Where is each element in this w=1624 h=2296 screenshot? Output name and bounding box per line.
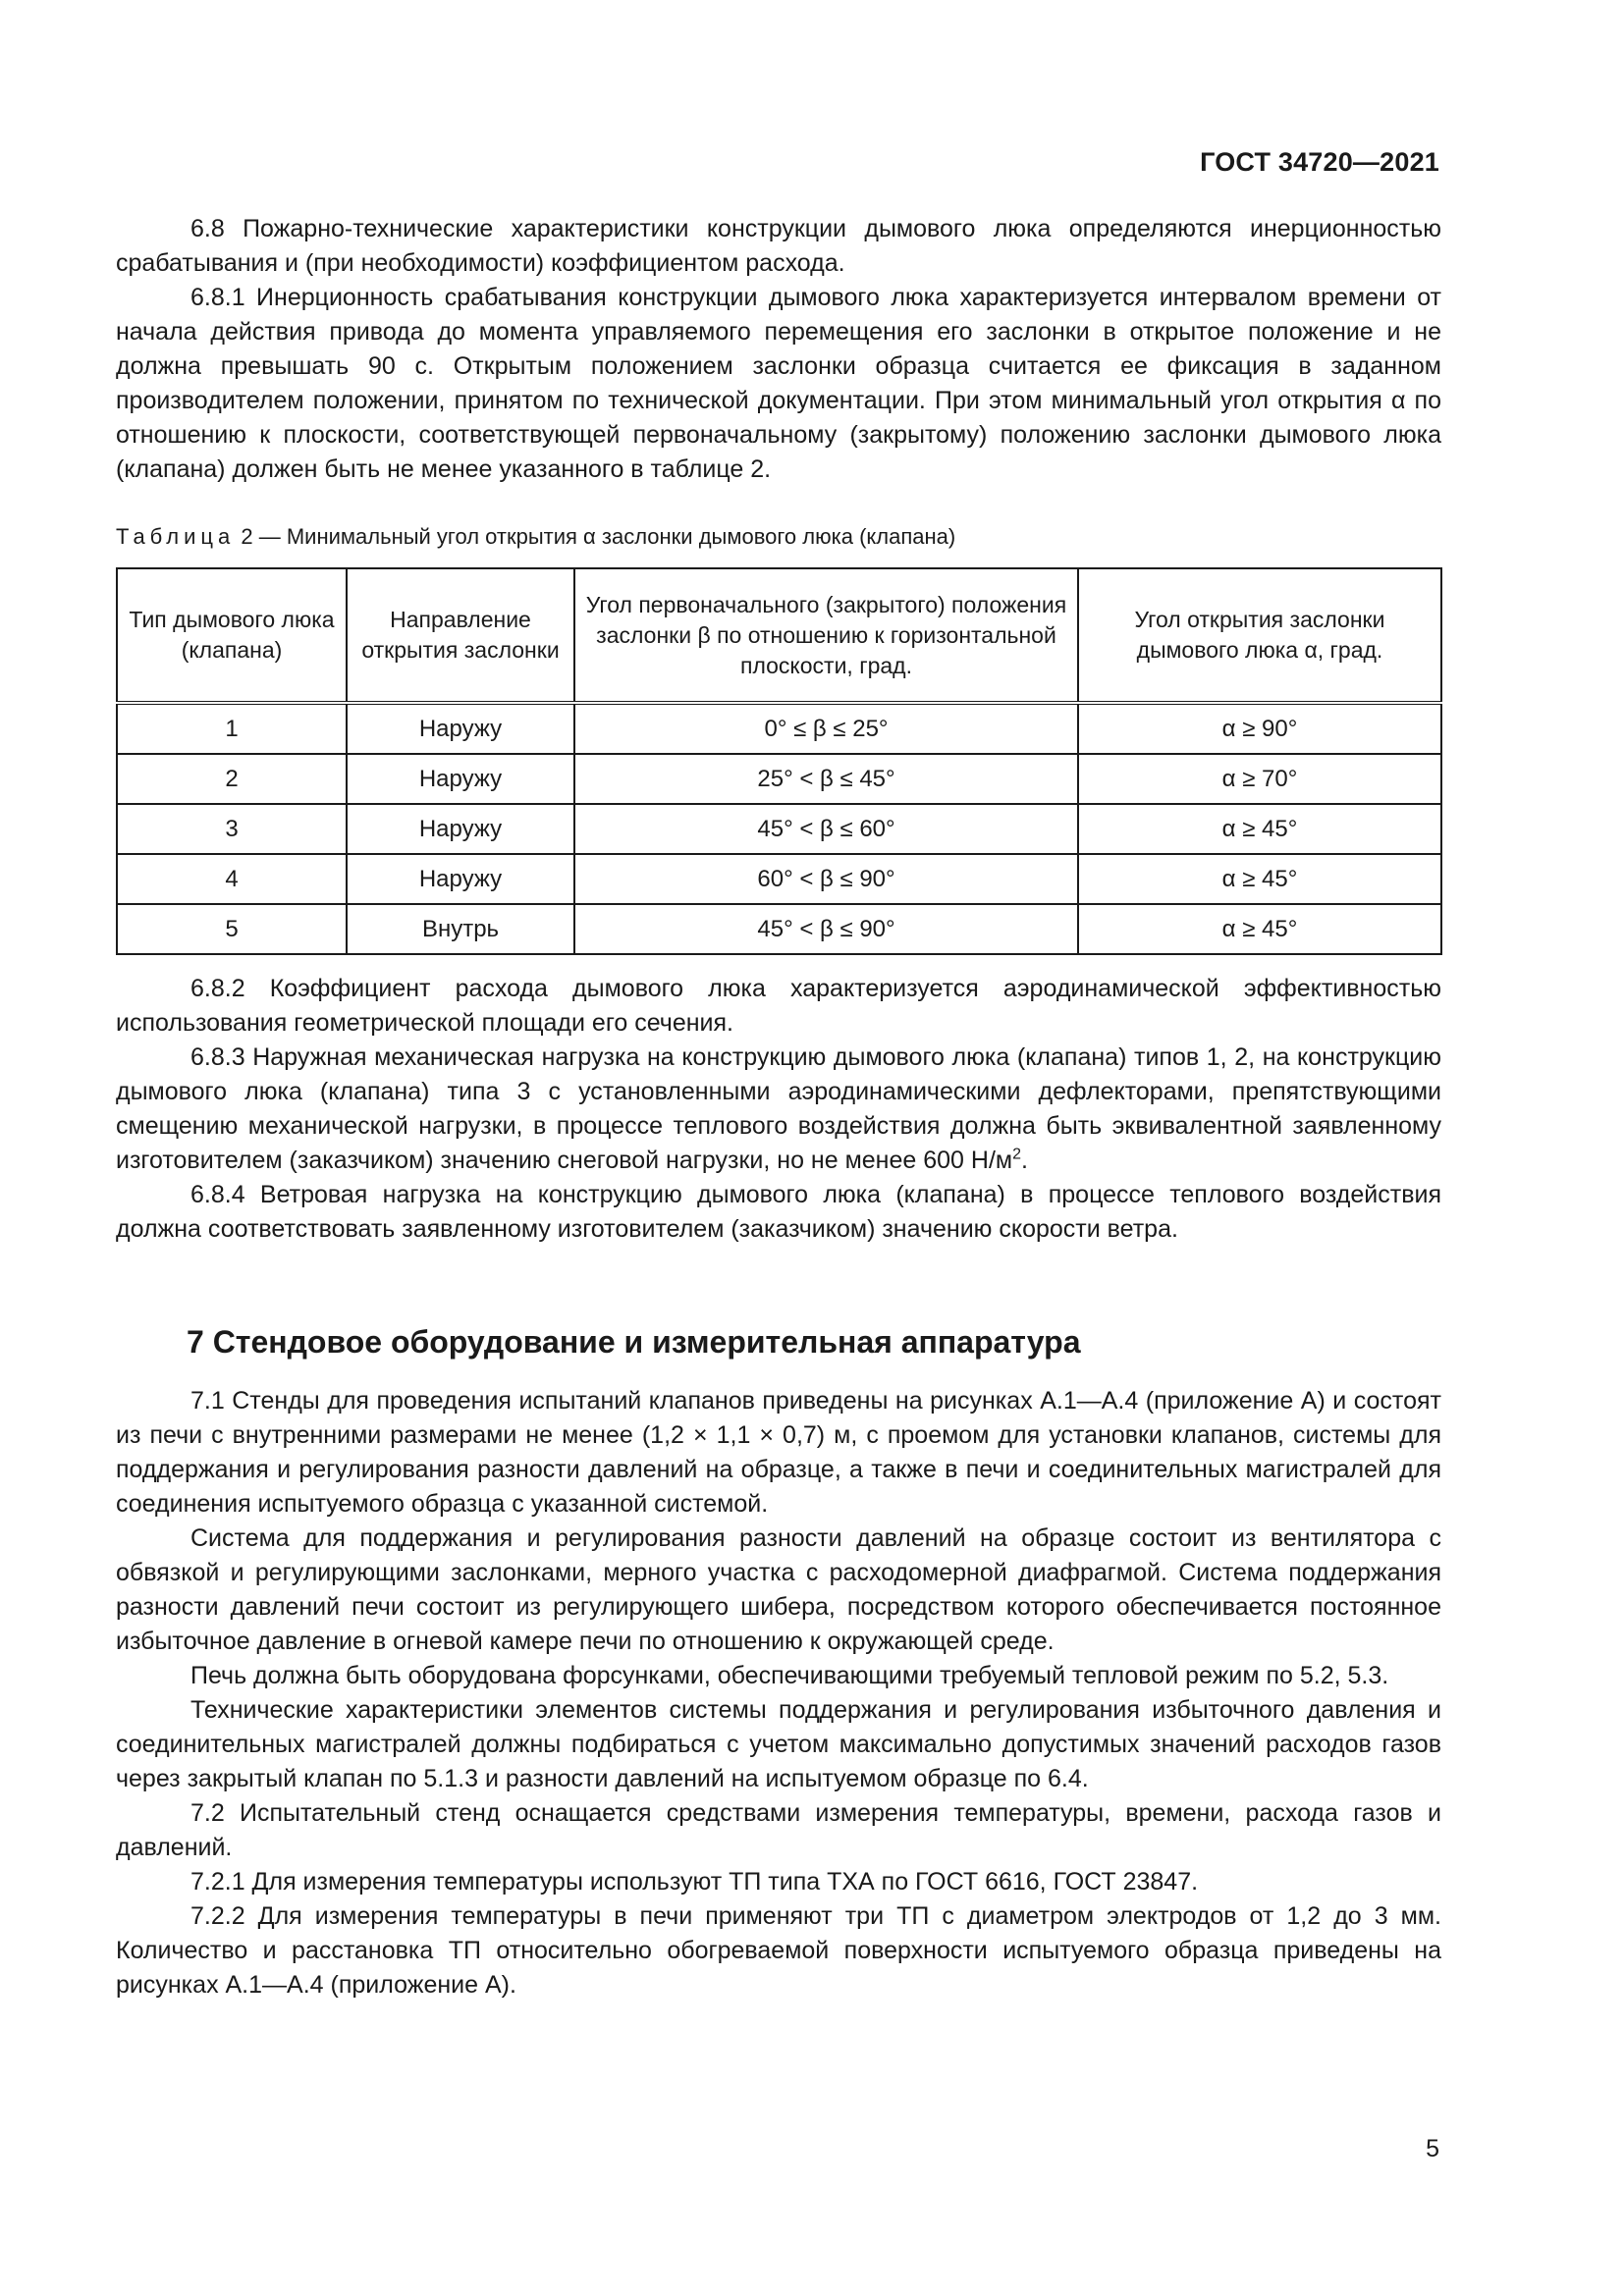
- cell-open-angle: α ≥ 70°: [1078, 754, 1441, 804]
- cell-direction: Внутрь: [347, 904, 574, 954]
- header-direction: Направление открытия заслонки: [347, 568, 574, 703]
- paragraph-7-1: 7.1 Стенды для проведения испытаний клапанов приведены на рисунках А.1—А.4 (приложение А) и состоят из печи с внутренними размерами не менее (1,2 × 1,1 × 0,7) м, с проемом для установки клапанов, системы для поддержания и регулирования разности давлений на образце, а также в печи и соединительных магистралей для соединения испытуемого образца с указанной системой.: [116, 1387, 1441, 1518]
- paragraph-6-8-3-text: 6.8.3 Наружная механическая нагрузка на конструкцию дымового люка (клапана) типов 1, 2, на конструкцию дымового люка (клапана) типа 3 с установленными аэродинамическими дефлекторами, препятствующими смещению механической нагрузки, в процессе теплового воздействия должна быть эквивалентной заявленному изготовителем (заказчиком) значению снеговой нагрузки, но не менее 600 Н/м: [116, 1043, 1441, 1174]
- paragraph-7-2-2: 7.2.2 Для измерения температуры в печи применяют три ТП с диаметром электродов от 1,2 до 3 мм. Количество и расстановка ТП относительно обогреваемой поверхности испытуемого образца приведены на рисунках А.1—А.4 (приложение А).: [116, 1902, 1441, 1999]
- cell-type: 5: [117, 904, 347, 954]
- cell-type: 3: [117, 804, 347, 854]
- table-row: [117, 854, 1441, 904]
- cell-direction: Наружу: [347, 854, 574, 904]
- table-caption: [116, 524, 955, 550]
- paragraph-6-8-2: 6.8.2 Коэффициент расхода дымового люка характеризуется аэродинамической эффективностью использования геометрической площади его сечения.: [116, 975, 1441, 1037]
- angle-table: [116, 567, 1442, 955]
- table-row: [117, 904, 1441, 954]
- cell-open-angle: α ≥ 45°: [1078, 854, 1441, 904]
- paragraph-7-2-1: 7.2.1 Для измерения температуры используют ТП типа ТХА по ГОСТ 6616, ГОСТ 23847.: [190, 1868, 1199, 1896]
- cell-initial-angle: 25° < β ≤ 45°: [574, 754, 1078, 804]
- paragraph-6-8-4: 6.8.4 Ветровая нагрузка на конструкцию дымового люка (клапана) в процессе теплового воздействия должна соответствовать заявленному изготовителем (заказчиком) значению скорости ветра.: [116, 1181, 1441, 1243]
- cell-type: 1: [117, 703, 347, 754]
- paragraph-6-8-3-superscript: 2: [1012, 1146, 1021, 1163]
- paragraph-pressure-system: Система для поддержания и регулирования разности давлений на образце состоит из вентилятора с обвязкой и регулирующими заслонками, мерного участка с расходомерной диафрагмой. Система поддержания разности давлений печи состоит из регулирующего шибера, посредством которого обеспечивается постоянное избыточное давление в огневой камере печи по отношению к окружающей среде.: [116, 1524, 1441, 1655]
- section-6-8-text: [116, 212, 1441, 487]
- header-initial-angle: Угол первоначального (закрытого) положения заслонки β по отношению к горизонтальной плоскости, град.: [574, 568, 1078, 703]
- paragraph-7-2: 7.2 Испытательный стенд оснащается средствами измерения температуры, времени, расхода газов и давлений.: [116, 1799, 1441, 1861]
- table-header-row: [117, 568, 1441, 703]
- paragraph-6-8-3-end: .: [1020, 1147, 1028, 1174]
- cell-type: 4: [117, 854, 347, 904]
- table-row: [117, 703, 1441, 754]
- paragraph-technical-specs: Технические характеристики элементов системы поддержания и регулирования избыточного давления и соединительных магистралей должны подбираться с учетом максимально допустимых значений расходов газов через закрытый клапан по 5.1.3 и разности давлений на испытуемом образце по 6.4.: [116, 1696, 1441, 1792]
- cell-direction: Наружу: [347, 804, 574, 854]
- cell-initial-angle: 45° < β ≤ 90°: [574, 904, 1078, 954]
- cell-direction: Наружу: [347, 754, 574, 804]
- paragraph-6-8-1: 6.8.1 Инерционность срабатывания конструкции дымового люка характеризуется интервалом времени от начала действия привода до момента управляемого перемещения его заслонки в открытое положение и не должна превышать 90 с. Открытым положением заслонки образца считается ее фиксация в заданном производителем положении, принятом по технической документации. При этом минимальный угол открытия α по отношению к плоскости, соответствующей первоначальному (закрытому) положению заслонки дымового люка (клапана) должен быть не менее указанного в таблице 2.: [116, 284, 1441, 483]
- header-open-angle: Угол открытия заслонки дымового люка α, град.: [1078, 568, 1441, 703]
- cell-initial-angle: 45° < β ≤ 60°: [574, 804, 1078, 854]
- paragraph-6-8: 6.8 Пожарно-технические характеристики конструкции дымового люка определяются инерционностью срабатывания и (при необходимости) коэффициентом расхода.: [116, 215, 1441, 277]
- section-7-heading: 7 Стендовое оборудование и измерительная аппаратура: [187, 1324, 1081, 1360]
- table-row: [117, 754, 1441, 804]
- cell-open-angle: α ≥ 45°: [1078, 904, 1441, 954]
- cell-open-angle: α ≥ 45°: [1078, 804, 1441, 854]
- paragraph-furnace: Печь должна быть оборудована форсунками, обеспечивающими требуемый тепловой режим по 5.2, 5.3.: [190, 1662, 1389, 1689]
- cell-type: 2: [117, 754, 347, 804]
- cell-initial-angle: 0° ≤ β ≤ 25°: [574, 703, 1078, 754]
- table-caption-label: Таблица: [116, 524, 236, 549]
- section-7-text: [116, 1384, 1441, 2002]
- section-6-8-continued: [116, 972, 1441, 1247]
- header-type: Тип дымового люка (клапана): [117, 568, 347, 703]
- cell-initial-angle: 60° < β ≤ 90°: [574, 854, 1078, 904]
- table-row: [117, 804, 1441, 854]
- standard-code: ГОСТ 34720—2021: [1200, 147, 1439, 177]
- paragraph-6-8-3: [116, 1041, 1441, 1178]
- page-number: 5: [1426, 2135, 1439, 2163]
- cell-open-angle: α ≥ 90°: [1078, 703, 1441, 754]
- table-caption-text: 2 — Минимальный угол открытия α заслонки дымового люка (клапана): [241, 524, 956, 549]
- cell-direction: Наружу: [347, 703, 574, 754]
